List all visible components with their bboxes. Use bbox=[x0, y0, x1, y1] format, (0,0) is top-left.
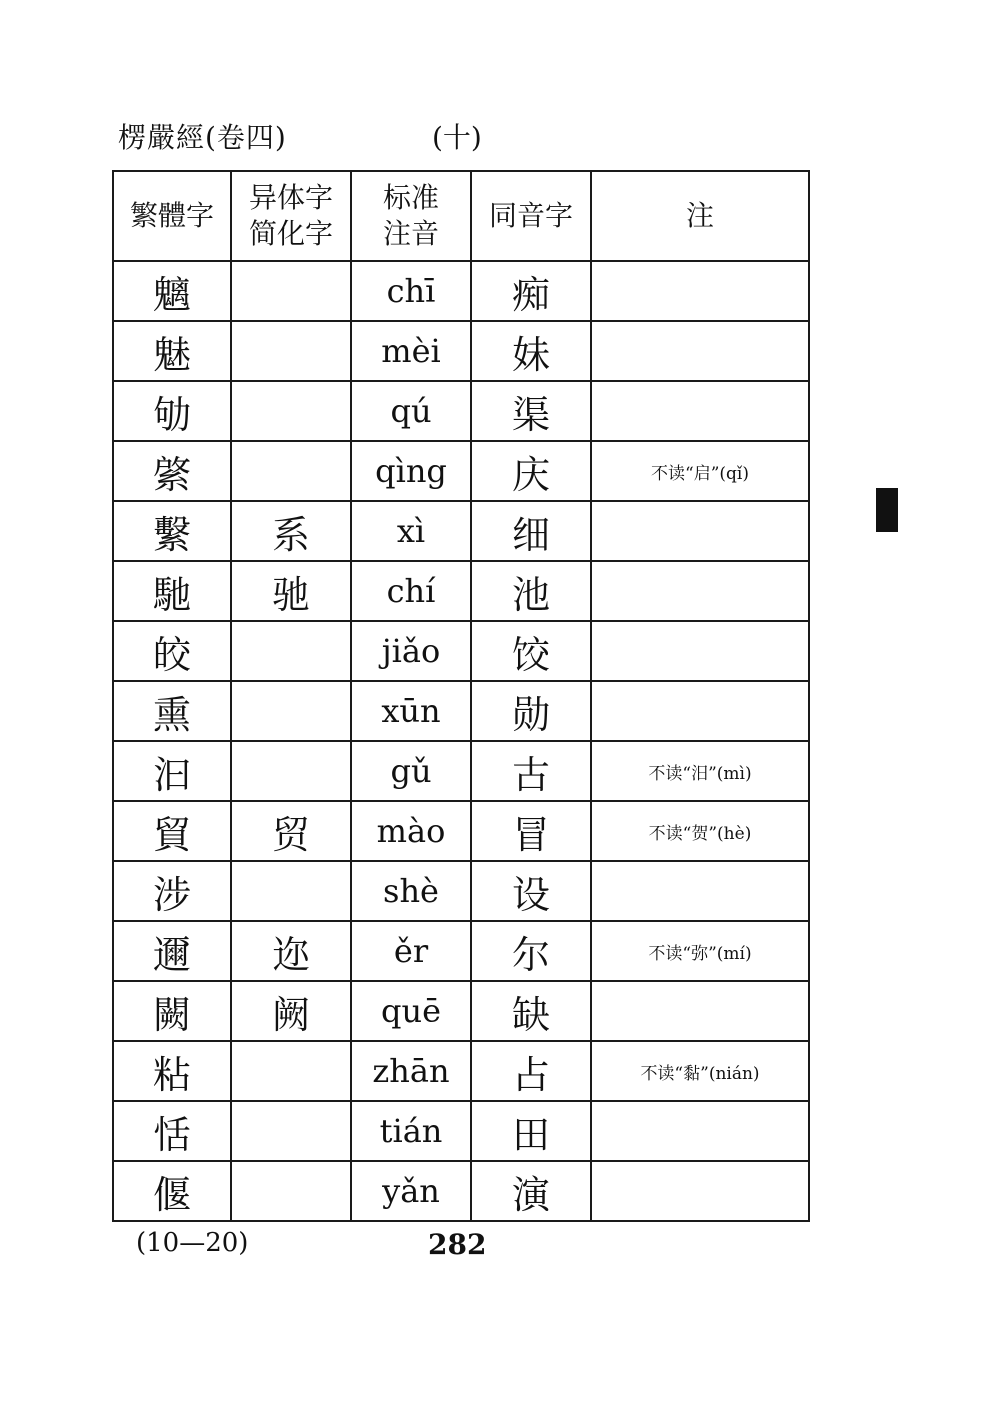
note-cell bbox=[591, 741, 809, 801]
homophone-cell bbox=[471, 1161, 591, 1221]
column-header-note: 注 bbox=[591, 171, 809, 261]
variant-char-cell bbox=[231, 861, 351, 921]
homophone-text: 庆 bbox=[511, 452, 550, 497]
pinyin-text: mèi bbox=[381, 332, 441, 370]
table-row bbox=[113, 1101, 809, 1161]
homophone-cell bbox=[471, 381, 591, 441]
homophone-cell bbox=[471, 561, 591, 621]
pinyin-text: zhān bbox=[372, 1052, 450, 1090]
thumb-index-mark bbox=[876, 488, 898, 532]
pinyin-text: yǎn bbox=[382, 1172, 440, 1210]
homophone-cell bbox=[471, 501, 591, 561]
traditional-char-cell bbox=[113, 381, 231, 441]
homophone-text: 勋 bbox=[511, 692, 550, 737]
homophone-cell bbox=[471, 801, 591, 861]
traditional-char-cell bbox=[113, 1101, 231, 1161]
note-cell bbox=[591, 801, 809, 861]
traditional-char-text: 汩 bbox=[152, 752, 191, 797]
table-row bbox=[113, 741, 809, 801]
traditional-char-cell bbox=[113, 561, 231, 621]
homophone-text: 痴 bbox=[511, 272, 550, 317]
variant-char-cell bbox=[231, 561, 351, 621]
pinyin-cell bbox=[351, 621, 471, 681]
homophone-cell bbox=[471, 1101, 591, 1161]
traditional-char-text: 馳 bbox=[152, 572, 191, 617]
traditional-char-cell bbox=[113, 621, 231, 681]
section-number: (十) bbox=[432, 121, 482, 154]
traditional-char-cell bbox=[113, 981, 231, 1041]
table-row bbox=[113, 1041, 809, 1101]
homophone-text: 占 bbox=[511, 1052, 550, 1097]
homophone-cell bbox=[471, 621, 591, 681]
table-row bbox=[113, 861, 809, 921]
pinyin-text: mào bbox=[376, 812, 446, 850]
homophone-text: 古 bbox=[511, 752, 550, 797]
note-cell bbox=[591, 261, 809, 321]
pinyin-text: shè bbox=[383, 872, 439, 910]
variant-char-cell bbox=[231, 681, 351, 741]
table-row bbox=[113, 381, 809, 441]
traditional-char-cell bbox=[113, 861, 231, 921]
note-cell bbox=[591, 561, 809, 621]
pinyin-cell bbox=[351, 981, 471, 1041]
pinyin-text: ěr bbox=[393, 932, 429, 970]
homophone-cell bbox=[471, 921, 591, 981]
book-title: 楞嚴經(卷四) bbox=[118, 121, 287, 154]
pinyin-cell bbox=[351, 561, 471, 621]
pinyin-cell bbox=[351, 381, 471, 441]
column-header-homophone: 同音字 bbox=[471, 171, 591, 261]
pinyin-cell bbox=[351, 801, 471, 861]
pinyin-cell bbox=[351, 261, 471, 321]
table-row bbox=[113, 261, 809, 321]
table-row bbox=[113, 981, 809, 1041]
table-row bbox=[113, 1161, 809, 1221]
pinyin-cell bbox=[351, 1101, 471, 1161]
variant-char-cell bbox=[231, 1161, 351, 1221]
homophone-cell bbox=[471, 861, 591, 921]
traditional-char-text: 魑 bbox=[152, 272, 191, 317]
verse-range: (10—20) bbox=[136, 1228, 249, 1258]
variant-char-cell bbox=[231, 381, 351, 441]
table-row bbox=[113, 321, 809, 381]
pinyin-text: qú bbox=[390, 392, 432, 430]
pinyin-cell bbox=[351, 321, 471, 381]
homophone-text: 渠 bbox=[511, 392, 550, 437]
variant-char-cell bbox=[231, 501, 351, 561]
pinyin-cell bbox=[351, 921, 471, 981]
homophone-text: 演 bbox=[511, 1172, 550, 1217]
variant-char-text: 贸 bbox=[271, 812, 310, 857]
traditional-char-cell bbox=[113, 741, 231, 801]
traditional-char-cell bbox=[113, 441, 231, 501]
traditional-char-text: 闕 bbox=[152, 992, 191, 1037]
variant-char-cell bbox=[231, 741, 351, 801]
page-number: 282 bbox=[428, 1228, 487, 1261]
traditional-char-cell bbox=[113, 261, 231, 321]
homophone-text: 细 bbox=[511, 512, 550, 557]
traditional-char-text: 魅 bbox=[152, 332, 191, 377]
traditional-char-cell bbox=[113, 1041, 231, 1101]
homophone-text: 设 bbox=[511, 872, 550, 917]
traditional-char-text: 邇 bbox=[152, 932, 191, 977]
column-header-variant: 异体字 简化字 bbox=[231, 171, 351, 261]
note-text: 不读“黏”(nián) bbox=[640, 1063, 760, 1084]
note-text: 不读“弥”(mí) bbox=[648, 943, 752, 964]
traditional-char-cell bbox=[113, 801, 231, 861]
table-row bbox=[113, 681, 809, 741]
traditional-char-text: 涉 bbox=[152, 872, 191, 917]
traditional-char-text: 貿 bbox=[152, 812, 191, 857]
traditional-char-text: 熏 bbox=[152, 692, 191, 737]
table-header-row bbox=[113, 171, 809, 261]
traditional-char-text: 偃 bbox=[152, 1172, 191, 1217]
homophone-text: 池 bbox=[511, 572, 550, 617]
note-cell bbox=[591, 441, 809, 501]
variant-char-text: 驰 bbox=[271, 572, 310, 617]
traditional-char-text: 粘 bbox=[152, 1052, 191, 1097]
homophone-text: 妹 bbox=[511, 332, 550, 377]
pronunciation-table bbox=[112, 170, 810, 1222]
pinyin-text: chī bbox=[386, 272, 436, 310]
traditional-char-cell bbox=[113, 921, 231, 981]
homophone-text: 饺 bbox=[511, 632, 550, 677]
note-cell bbox=[591, 621, 809, 681]
pinyin-cell bbox=[351, 441, 471, 501]
table-row bbox=[113, 501, 809, 561]
pinyin-text: quē bbox=[380, 992, 442, 1030]
homophone-cell bbox=[471, 261, 591, 321]
note-cell bbox=[591, 501, 809, 561]
table-row bbox=[113, 801, 809, 861]
table-row bbox=[113, 921, 809, 981]
pinyin-text: xūn bbox=[381, 692, 441, 730]
note-cell bbox=[591, 1101, 809, 1161]
note-cell bbox=[591, 321, 809, 381]
note-cell bbox=[591, 981, 809, 1041]
table-row bbox=[113, 561, 809, 621]
pinyin-text: tián bbox=[379, 1112, 443, 1150]
traditional-char-cell bbox=[113, 681, 231, 741]
note-cell bbox=[591, 861, 809, 921]
note-cell bbox=[591, 681, 809, 741]
note-cell bbox=[591, 381, 809, 441]
traditional-char-text: 恬 bbox=[152, 1112, 191, 1157]
pinyin-cell bbox=[351, 741, 471, 801]
variant-char-cell bbox=[231, 801, 351, 861]
homophone-cell bbox=[471, 1041, 591, 1101]
traditional-char-text: 皎 bbox=[152, 632, 191, 677]
note-cell bbox=[591, 1041, 809, 1101]
variant-char-cell bbox=[231, 621, 351, 681]
pinyin-cell bbox=[351, 681, 471, 741]
homophone-text: 缺 bbox=[511, 992, 550, 1037]
variant-char-cell bbox=[231, 1101, 351, 1161]
table-row bbox=[113, 441, 809, 501]
pinyin-text: gǔ bbox=[390, 752, 432, 790]
pinyin-text: qìng bbox=[375, 452, 447, 490]
variant-char-text: 阙 bbox=[271, 992, 310, 1037]
pinyin-cell bbox=[351, 861, 471, 921]
homophone-cell bbox=[471, 681, 591, 741]
pinyin-cell bbox=[351, 1161, 471, 1221]
homophone-cell bbox=[471, 441, 591, 501]
pinyin-text: chí bbox=[386, 572, 436, 610]
homophone-text: 田 bbox=[511, 1112, 550, 1157]
traditional-char-text: 繫 bbox=[152, 512, 191, 557]
traditional-char-cell bbox=[113, 501, 231, 561]
traditional-char-text: 綮 bbox=[152, 452, 191, 497]
variant-char-cell bbox=[231, 321, 351, 381]
traditional-char-text: 劬 bbox=[152, 392, 191, 437]
homophone-text: 尔 bbox=[511, 932, 550, 977]
variant-char-cell bbox=[231, 1041, 351, 1101]
note-text: 不读“启”(qǐ) bbox=[651, 463, 749, 484]
variant-char-text: 系 bbox=[271, 512, 310, 557]
traditional-char-cell bbox=[113, 1161, 231, 1221]
homophone-cell bbox=[471, 741, 591, 801]
pinyin-cell bbox=[351, 1041, 471, 1101]
column-header-traditional: 繁體字 bbox=[113, 171, 231, 261]
traditional-char-cell bbox=[113, 321, 231, 381]
note-cell bbox=[591, 1161, 809, 1221]
column-header-pinyin: 标准 注音 bbox=[351, 171, 471, 261]
variant-char-text: 迩 bbox=[271, 932, 310, 977]
note-text: 不读“汨”(mì) bbox=[648, 763, 752, 784]
variant-char-cell bbox=[231, 441, 351, 501]
pinyin-text: xì bbox=[396, 512, 426, 550]
variant-char-cell bbox=[231, 261, 351, 321]
note-text: 不读“贺”(hè) bbox=[648, 823, 752, 844]
pinyin-cell bbox=[351, 501, 471, 561]
variant-char-cell bbox=[231, 981, 351, 1041]
homophone-cell bbox=[471, 321, 591, 381]
pinyin-text: jiǎo bbox=[381, 632, 441, 670]
variant-char-cell bbox=[231, 921, 351, 981]
homophone-text: 冒 bbox=[511, 812, 550, 857]
table-row bbox=[113, 621, 809, 681]
note-cell bbox=[591, 921, 809, 981]
homophone-cell bbox=[471, 981, 591, 1041]
